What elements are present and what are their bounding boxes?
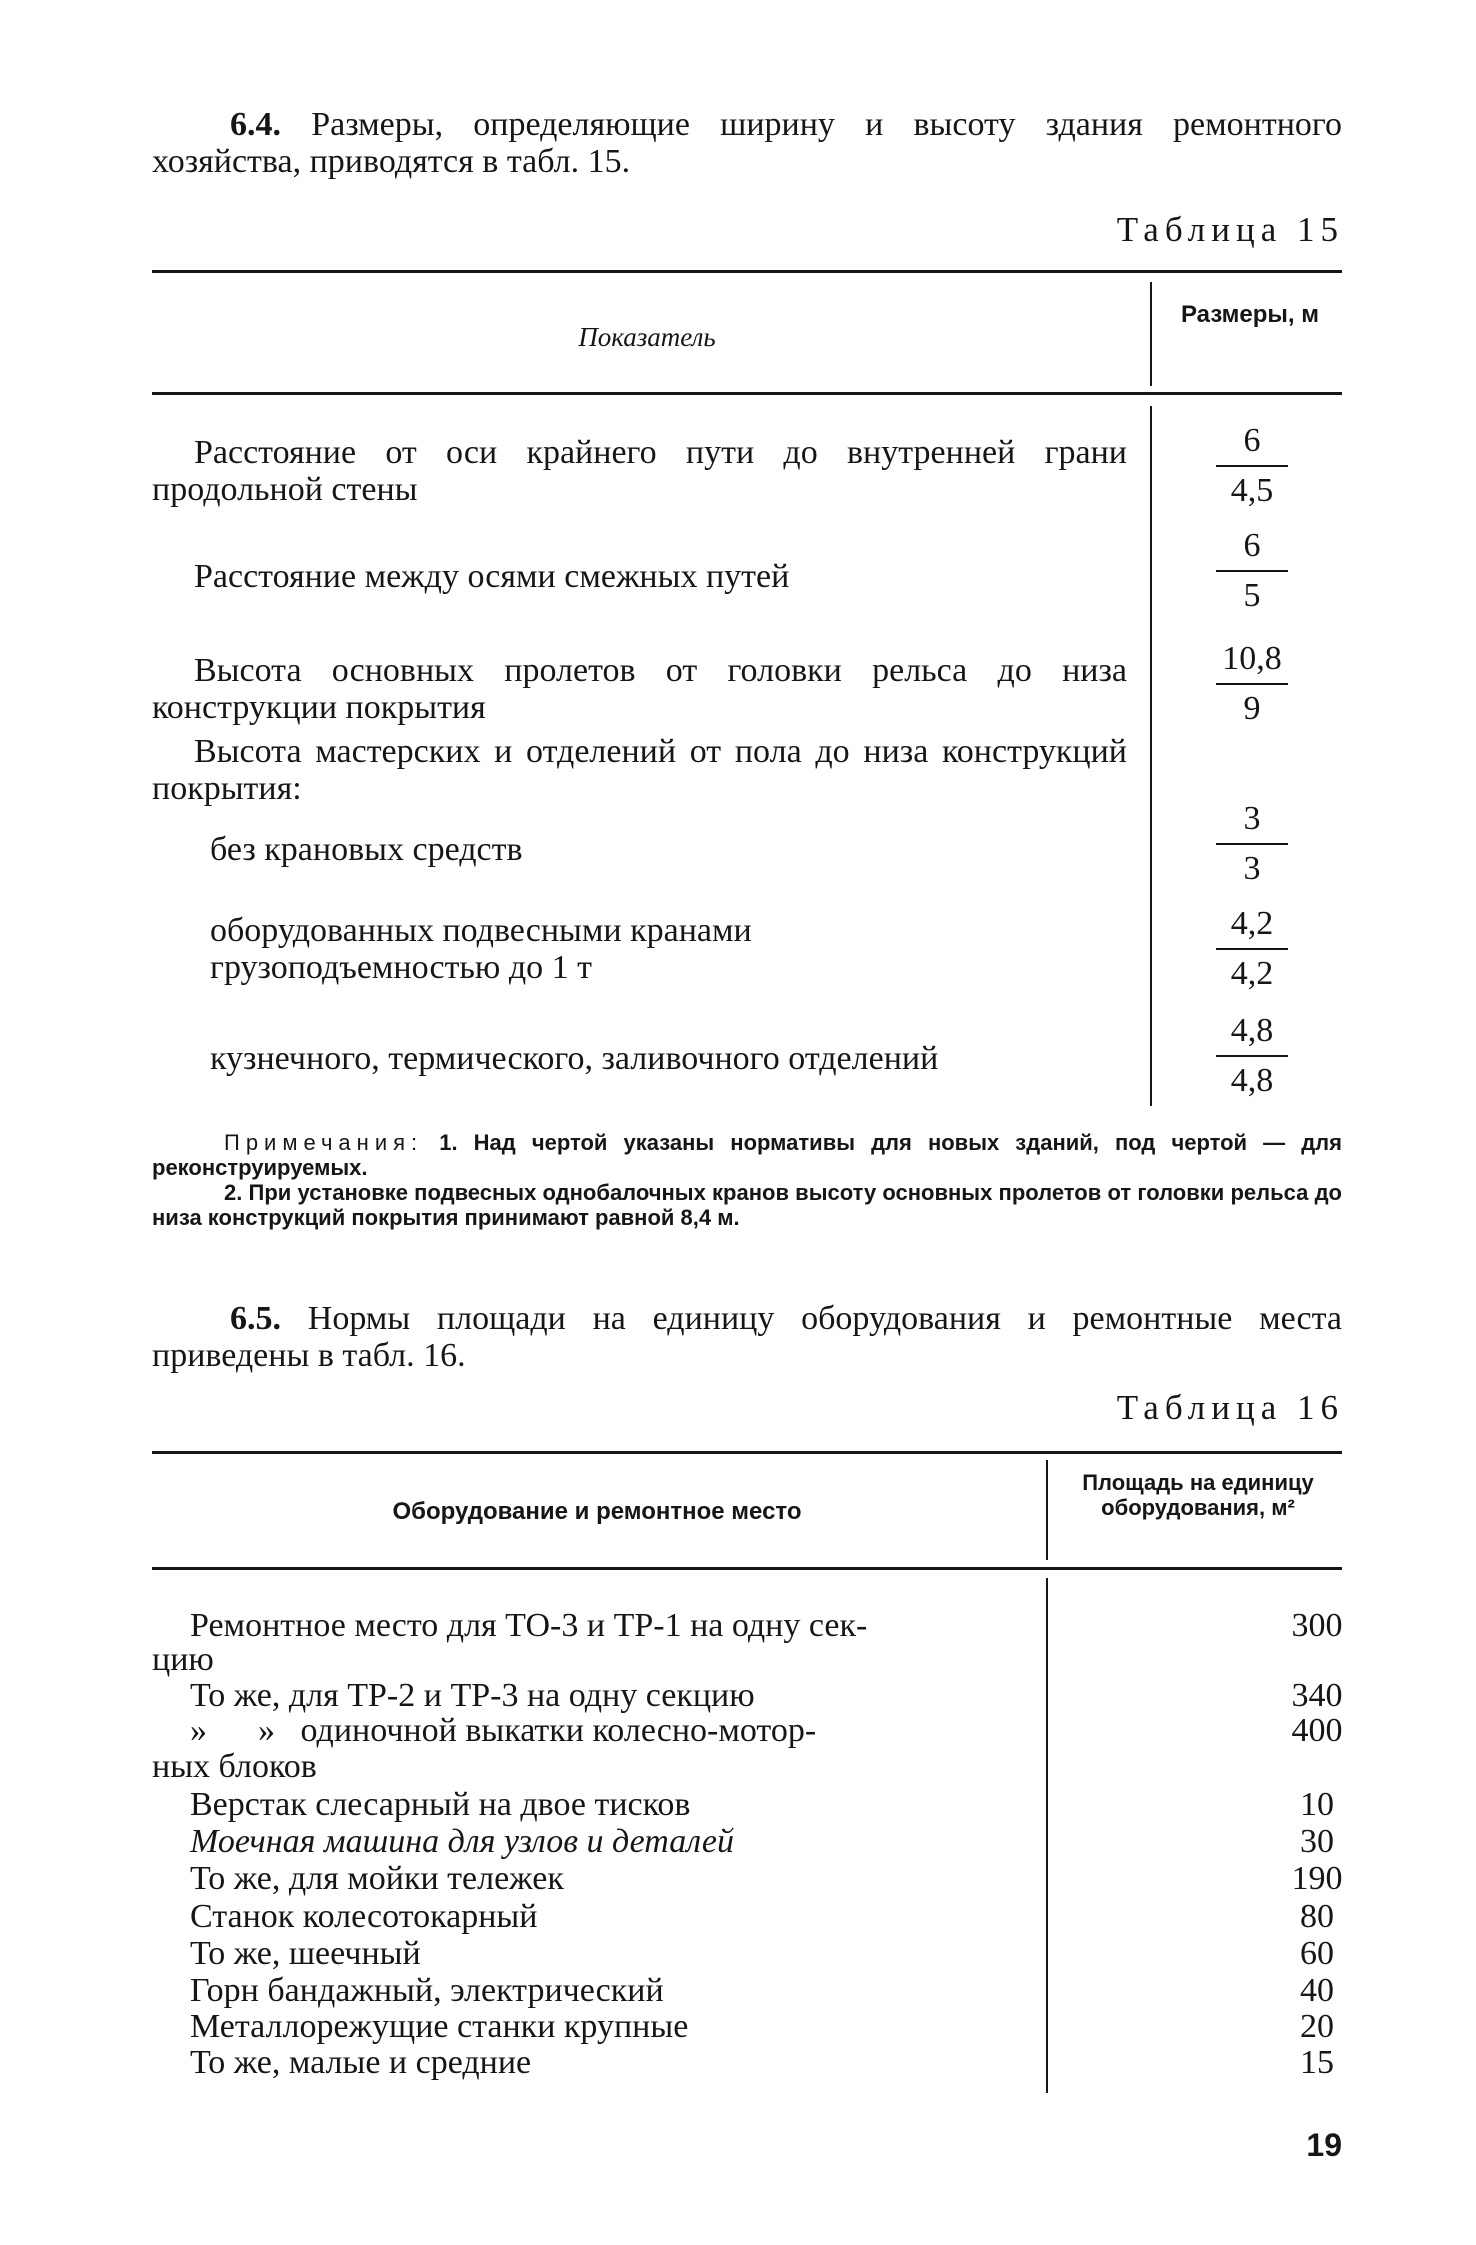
table16-row-label: Станок колесотокарный [190, 1898, 538, 1935]
table15-body-divider [1150, 406, 1152, 1106]
fraction-bar [1216, 683, 1288, 685]
table15-numerator: 10,8 [1222, 640, 1282, 677]
table15-header-indicator: Показатель [578, 322, 716, 352]
table15-denominator: 3 [1243, 850, 1261, 887]
note-1-text: 1. Над чертой указаны нормативы для новых зданий, под чертой — для реконструируемых. [152, 1130, 1342, 1180]
table16-row-label: Моечная машина для узлов и деталей [190, 1823, 734, 1860]
table16-top-rule [152, 1451, 1342, 1454]
section-6-4-number: 6.4. [230, 106, 281, 143]
table16-row [152, 1935, 1342, 1972]
table15-numerator: 6 [1243, 422, 1261, 459]
table16-row-value: 10 [1300, 1786, 1334, 1823]
table15-numerator: 4,2 [1230, 905, 1274, 942]
section-6-5-text: Нормы площади на единицу оборудования и ремонтные места приведены в табл. 16. [152, 1300, 1343, 1374]
page-number: 19 [1306, 2127, 1342, 2163]
table15-caption: Таблица 15 [1116, 210, 1344, 249]
table15-denominator: 4,5 [1230, 472, 1274, 509]
table16-caption: Таблица 16 [1116, 1388, 1344, 1427]
table16-row-label: То же, для мойки тележек [190, 1860, 564, 1897]
section-6-5-number: 6.5. [230, 1300, 281, 1337]
table16-row [152, 1860, 1342, 1897]
table16-header-rule [152, 1567, 1342, 1570]
table16-row-label-cont: цию [152, 1641, 214, 1678]
table15-denominator: 4,2 [1230, 955, 1274, 992]
table16-row-value: 20 [1300, 2008, 1334, 2045]
table16-row-value: 80 [1300, 1898, 1334, 1935]
table16-header-area: Площадь на единицу оборудования, м² [1082, 1470, 1314, 1520]
table16-row-label: Верстак слесарный на двое тисков [190, 1786, 691, 1823]
table16-header-divider [1046, 1460, 1048, 1560]
table16-row-value: 340 [1291, 1677, 1343, 1714]
note-2: 2. При установке подвесных однобалочных кранов высоту основных пролетов от головки рельса до низа конструкций покрытия принимают равной 8,4 м. [152, 1180, 1342, 1230]
table16-row [152, 1972, 1342, 2009]
table15-header-size: Размеры, м [1180, 301, 1319, 328]
fraction-bar [1216, 570, 1288, 572]
table16-row-label-cont: ных блоков [152, 1748, 317, 1785]
table16-row [152, 1823, 1342, 1860]
table16-row-continuation [152, 1748, 1342, 1785]
table15-row-label: кузнечного, термического, заливочного отделений [210, 1040, 939, 1077]
table16-row-value: 40 [1300, 1972, 1334, 2009]
table15-numerator: 3 [1243, 800, 1261, 837]
table15-numerator: 4,8 [1230, 1012, 1274, 1049]
table15-row-label: без крановых средств [210, 831, 523, 868]
table15-row-label: Расстояние от оси крайнего пути до внутренней грани продольной стены [152, 434, 1127, 508]
table16-row-label: То же, шеечный [190, 1935, 421, 1972]
notes-title: Примечания: [224, 1130, 424, 1155]
table16-row [152, 2008, 1342, 2045]
table15-top-rule [152, 270, 1342, 273]
table15-row-label: Расстояние между осями смежных путей [194, 558, 790, 595]
table16-row-label: То же, для ТР-2 и ТР-3 на одну секцию [190, 1677, 755, 1714]
table15-row-label: Высота основных пролетов от головки рельса до низа конструкции покрытия [152, 652, 1127, 726]
fraction-bar [1216, 843, 1288, 845]
table16-row [152, 1607, 1342, 1644]
table15-denominator: 9 [1243, 690, 1261, 727]
fraction-bar [1216, 465, 1288, 467]
table16-row-value: 30 [1300, 1823, 1334, 1860]
table16-row-continuation [152, 1641, 1342, 1678]
table16-row-value: 190 [1291, 1860, 1343, 1897]
fraction-bar [1216, 1055, 1288, 1057]
table16-row [152, 1677, 1342, 1714]
section-6-4-paragraph [152, 106, 1342, 180]
table15-row-label: оборудованных подвесными кранами грузоподъемностью до 1 т [210, 912, 752, 986]
table16-row-value: 300 [1291, 1607, 1343, 1644]
table16-row [152, 1712, 1342, 1749]
table15-notes [152, 1130, 1342, 1230]
table16-row-label: Горн бандажный, электрический [190, 1972, 664, 2009]
section-6-4-text: Размеры, определяющие ширину и высоту здания ремонтного хозяйства, приводятся в табл. 15. [152, 106, 1343, 180]
table15-row-label: Высота мастерских и отделений от пола до низа конструкций покрытия: [152, 733, 1127, 807]
table15-denominator: 4,8 [1230, 1062, 1274, 1099]
table16-row-value: 60 [1300, 1935, 1334, 1972]
table16-row-value: 15 [1300, 2044, 1334, 2081]
fraction-bar [1216, 948, 1288, 950]
table15-numerator: 6 [1243, 527, 1261, 564]
table16-row [152, 2044, 1342, 2081]
table16-row-label: Ремонтное место для ТО-3 и ТР-1 на одну сек- [190, 1607, 868, 1644]
section-6-5-paragraph [152, 1300, 1342, 1374]
table16-header-equipment: Оборудование и ремонтное место [392, 1498, 802, 1525]
table15-header-divider [1150, 282, 1152, 386]
note-1 [152, 1130, 1342, 1180]
table16-row-value: 400 [1291, 1712, 1343, 1749]
table15-denominator: 5 [1243, 577, 1261, 614]
table16-row [152, 1898, 1342, 1935]
table16-row [152, 1786, 1342, 1823]
table16-row-label: То же, малые и средние [190, 2044, 532, 2081]
table16-row-label: » » одиночной выкатки колесно-мотор- [190, 1712, 817, 1749]
table15-header-rule [152, 392, 1342, 395]
table16-row-label: Металлорежущие станки крупные [190, 2008, 689, 2045]
